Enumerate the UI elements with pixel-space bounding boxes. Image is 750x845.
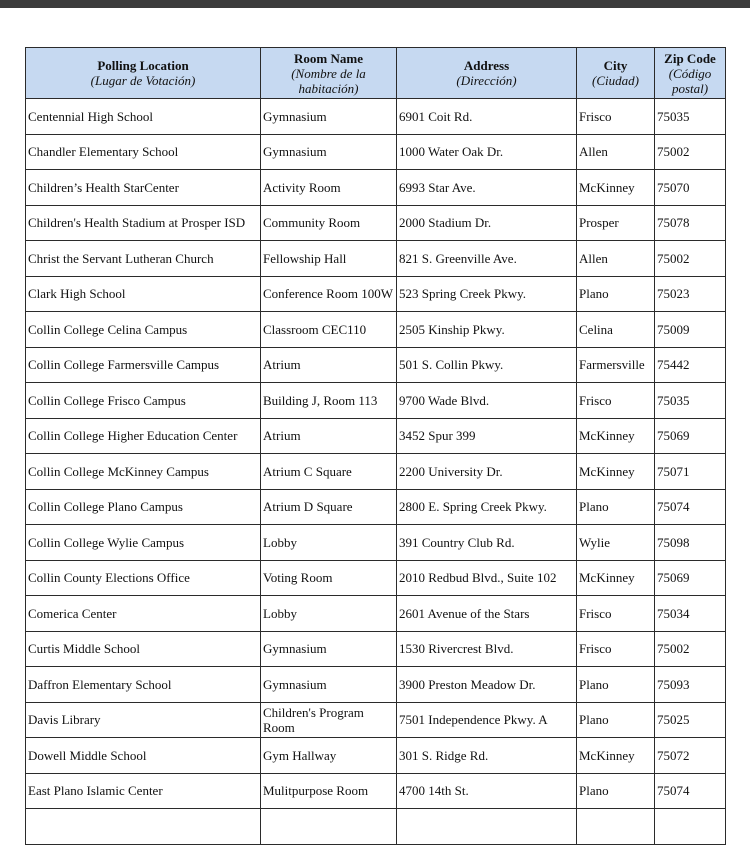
room-name-cell: Activity Room xyxy=(261,170,397,206)
city-cell: Plano xyxy=(577,489,655,525)
header-city-en: City xyxy=(603,58,628,73)
city-cell xyxy=(577,809,655,845)
city-cell: Plano xyxy=(577,667,655,703)
room-name-cell: Atrium D Square xyxy=(261,489,397,525)
city-cell: Plano xyxy=(577,276,655,312)
polling-location-cell: Collin College Higher Education Center xyxy=(26,418,261,454)
document-page xyxy=(0,8,750,820)
header-city xyxy=(577,48,655,99)
address-cell: 3452 Spur 399 xyxy=(397,418,577,454)
address-cell: 821 S. Greenville Ave. xyxy=(397,241,577,277)
polling-location-cell: Chandler Elementary School xyxy=(26,134,261,170)
polling-location-cell: Daffron Elementary School xyxy=(26,667,261,703)
polling-location-cell: Collin College Wylie Campus xyxy=(26,525,261,561)
table-row xyxy=(26,667,726,703)
room-name-cell: Lobby xyxy=(261,596,397,632)
table-row xyxy=(26,205,726,241)
zip-code-cell: 75035 xyxy=(655,99,726,135)
city-cell: McKinney xyxy=(577,170,655,206)
city-cell: Plano xyxy=(577,773,655,809)
city-cell: McKinney xyxy=(577,454,655,490)
address-cell: 2010 Redbud Blvd., Suite 102 xyxy=(397,560,577,596)
header-room-name-en: Room Name xyxy=(294,50,363,66)
address-cell: 2000 Stadium Dr. xyxy=(397,205,577,241)
polling-location-cell: Children's Health Stadium at Prosper ISD xyxy=(26,205,261,241)
zip-code-cell: 75071 xyxy=(655,454,726,490)
header-polling-location-en: Polling Location xyxy=(97,58,189,73)
address-cell: 523 Spring Creek Pkwy. xyxy=(397,276,577,312)
zip-code-cell: 75002 xyxy=(655,241,726,277)
table-row xyxy=(26,418,726,454)
table-row xyxy=(26,134,726,170)
room-name-cell: Voting Room xyxy=(261,560,397,596)
city-cell: Frisco xyxy=(577,631,655,667)
table-row xyxy=(26,596,726,632)
polling-location-cell: Collin County Elections Office xyxy=(26,560,261,596)
header-city-es: (Ciudad) xyxy=(592,73,639,88)
header-zip-code xyxy=(655,48,726,99)
polling-location-cell: Clark High School xyxy=(26,276,261,312)
room-name-cell: Gymnasium xyxy=(261,134,397,170)
room-name-cell: Classroom CEC110 xyxy=(261,312,397,348)
zip-code-cell: 75069 xyxy=(655,418,726,454)
zip-code-cell: 75072 xyxy=(655,738,726,774)
table-row xyxy=(26,702,726,738)
polling-location-cell: Christ the Servant Lutheran Church xyxy=(26,241,261,277)
room-name-cell: Conference Room 100W xyxy=(261,276,397,312)
address-cell: 2601 Avenue of the Stars xyxy=(397,596,577,632)
room-name-cell: Gym Hallway xyxy=(261,738,397,774)
zip-code-cell: 75035 xyxy=(655,383,726,419)
zip-code-cell: 75074 xyxy=(655,773,726,809)
table-row xyxy=(26,631,726,667)
city-cell: Wylie xyxy=(577,525,655,561)
header-room-name-es: (Nombre de la habitación) xyxy=(291,65,366,96)
zip-code-cell: 75002 xyxy=(655,631,726,667)
room-name-cell: Children's Program Room xyxy=(261,702,397,738)
zip-code-cell: 75098 xyxy=(655,525,726,561)
address-cell: 6993 Star Ave. xyxy=(397,170,577,206)
address-cell: 4700 14th St. xyxy=(397,773,577,809)
room-name-cell: Atrium C Square xyxy=(261,454,397,490)
polling-location-cell: Collin College Celina Campus xyxy=(26,312,261,348)
room-name-cell: Building J, Room 113 xyxy=(261,383,397,419)
city-cell: Allen xyxy=(577,134,655,170)
zip-code-cell: 75069 xyxy=(655,560,726,596)
polling-location-cell xyxy=(26,809,261,845)
table-row xyxy=(26,560,726,596)
header-zip-code-en: Zip Code xyxy=(664,50,716,66)
polling-locations-table xyxy=(25,47,726,845)
polling-location-cell: East Plano Islamic Center xyxy=(26,773,261,809)
polling-location-cell: Collin College McKinney Campus xyxy=(26,454,261,490)
polling-location-cell: Davis Library xyxy=(26,702,261,738)
room-name-cell: Gymnasium xyxy=(261,631,397,667)
zip-code-cell: 75093 xyxy=(655,667,726,703)
address-cell: 2800 E. Spring Creek Pkwy. xyxy=(397,489,577,525)
room-name-cell: Mulitpurpose Room xyxy=(261,773,397,809)
zip-code-cell: 75078 xyxy=(655,205,726,241)
address-cell: 501 S. Collin Pkwy. xyxy=(397,347,577,383)
room-name-cell: Fellowship Hall xyxy=(261,241,397,277)
polling-location-cell: Dowell Middle School xyxy=(26,738,261,774)
table-row xyxy=(26,738,726,774)
zip-code-cell xyxy=(655,809,726,845)
address-cell: 3900 Preston Meadow Dr. xyxy=(397,667,577,703)
city-cell: McKinney xyxy=(577,738,655,774)
city-cell: Frisco xyxy=(577,383,655,419)
city-cell: McKinney xyxy=(577,418,655,454)
zip-code-cell: 75034 xyxy=(655,596,726,632)
city-cell: Celina xyxy=(577,312,655,348)
city-cell: Plano xyxy=(577,702,655,738)
polling-location-cell: Collin College Frisco Campus xyxy=(26,383,261,419)
table-row xyxy=(26,809,726,845)
table-row xyxy=(26,347,726,383)
room-name-cell: Gymnasium xyxy=(261,667,397,703)
polling-location-cell: Comerica Center xyxy=(26,596,261,632)
address-cell: 2505 Kinship Pkwy. xyxy=(397,312,577,348)
header-room-name xyxy=(261,48,397,99)
zip-code-cell: 75442 xyxy=(655,347,726,383)
header-polling-location-es: (Lugar de Votación) xyxy=(90,73,196,88)
address-cell: 301 S. Ridge Rd. xyxy=(397,738,577,774)
table-row xyxy=(26,454,726,490)
table-row xyxy=(26,383,726,419)
header-address-es: (Dirección) xyxy=(456,73,517,88)
address-cell: 2200 University Dr. xyxy=(397,454,577,490)
room-name-cell: Atrium xyxy=(261,418,397,454)
room-name-cell: Gymnasium xyxy=(261,99,397,135)
city-cell: Frisco xyxy=(577,596,655,632)
address-cell: 7501 Independence Pkwy. A xyxy=(397,702,577,738)
zip-code-cell: 75070 xyxy=(655,170,726,206)
address-cell xyxy=(397,809,577,845)
zip-code-cell: 75025 xyxy=(655,702,726,738)
address-cell: 6901 Coit Rd. xyxy=(397,99,577,135)
header-zip-code-es: (Código postal) xyxy=(668,65,712,96)
table-row xyxy=(26,99,726,135)
polling-location-cell: Collin College Farmersville Campus xyxy=(26,347,261,383)
polling-location-cell: Collin College Plano Campus xyxy=(26,489,261,525)
zip-code-cell: 75074 xyxy=(655,489,726,525)
city-cell: Prosper xyxy=(577,205,655,241)
room-name-cell xyxy=(261,809,397,845)
address-cell: 1530 Rivercrest Blvd. xyxy=(397,631,577,667)
header-address xyxy=(397,48,577,99)
zip-code-cell: 75009 xyxy=(655,312,726,348)
city-cell: Frisco xyxy=(577,99,655,135)
polling-location-cell: Children’s Health StarCenter xyxy=(26,170,261,206)
table-row xyxy=(26,525,726,561)
table-row xyxy=(26,489,726,525)
table-row xyxy=(26,312,726,348)
table-header-row xyxy=(26,48,726,99)
city-cell: McKinney xyxy=(577,560,655,596)
room-name-cell: Atrium xyxy=(261,347,397,383)
city-cell: Farmersville xyxy=(577,347,655,383)
table-row xyxy=(26,241,726,277)
city-cell: Allen xyxy=(577,241,655,277)
polling-location-cell: Centennial High School xyxy=(26,99,261,135)
table-row xyxy=(26,170,726,206)
zip-code-cell: 75023 xyxy=(655,276,726,312)
table-row xyxy=(26,773,726,809)
header-polling-location xyxy=(26,48,261,99)
room-name-cell: Community Room xyxy=(261,205,397,241)
zip-code-cell: 75002 xyxy=(655,134,726,170)
room-name-cell: Lobby xyxy=(261,525,397,561)
table-row xyxy=(26,276,726,312)
address-cell: 391 Country Club Rd. xyxy=(397,525,577,561)
viewer-top-edge xyxy=(0,0,750,8)
address-cell: 9700 Wade Blvd. xyxy=(397,383,577,419)
address-cell: 1000 Water Oak Dr. xyxy=(397,134,577,170)
header-address-en: Address xyxy=(463,58,510,73)
polling-location-cell: Curtis Middle School xyxy=(26,631,261,667)
